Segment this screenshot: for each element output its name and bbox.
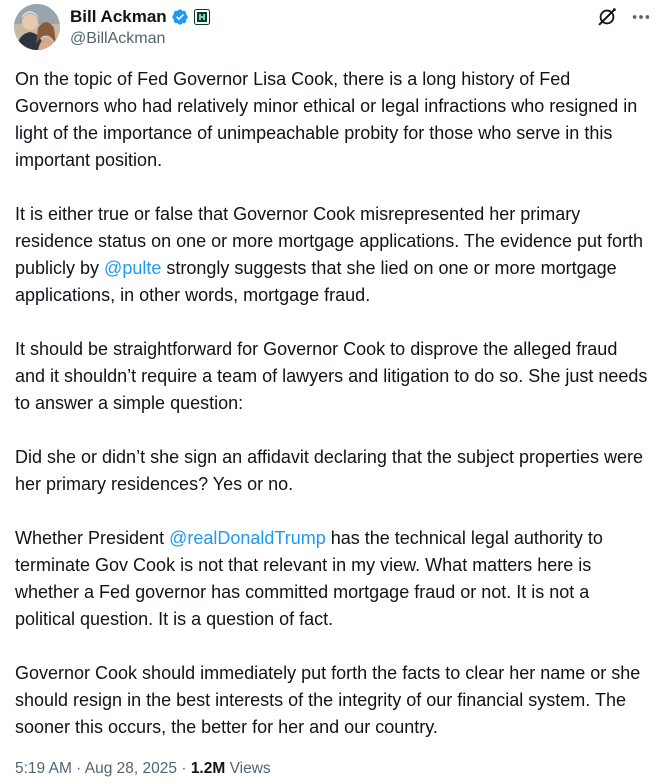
meta-separator-2: · — [177, 760, 191, 777]
tweet-paragraph-3 — [15, 336, 651, 417]
views-count[interactable]: 1.2M — [190, 760, 226, 777]
mention-link-pulte[interactable]: @pulte — [104, 258, 162, 278]
tweet-paragraph-2 — [15, 201, 651, 309]
mention-link-realdonaldtrump[interactable]: @realDonaldTrump — [169, 528, 326, 548]
views-label: Views — [225, 760, 271, 777]
tweet-paragraph-2-text-before: It is either true or false that Governor Cook misrepresented her primary residence status on one or more mortgage applications. The evidence put forth publicly by — [15, 204, 644, 278]
tweet-date[interactable]: Aug 28, 2025 — [84, 760, 178, 777]
tweet-paragraph-5-text-before: Whether President — [15, 528, 170, 548]
author-handle[interactable]: @BillAckman — [70, 30, 166, 47]
tweet-paragraph-4 — [15, 444, 651, 498]
tweet-time[interactable]: 5:19 AM — [15, 760, 72, 777]
meta-separator: · — [71, 760, 85, 777]
tweet-paragraph-5-text-after: has the technical legal authority to terminate Gov Cook is not that relevant in my view. What matters here is whether a Fed governor has committed mortgage fraud or not. It is not a political question. It is a question of fact. — [15, 528, 603, 629]
tweet-paragraph-6 — [15, 660, 651, 741]
tweet-text — [15, 66, 651, 741]
verified-badge-icon[interactable] — [171, 8, 189, 26]
tweet-paragraph-2-text-after: strongly suggests that she lied on one or more mortgage applications, in other words, mortgage fraud. — [15, 258, 617, 305]
tweet-paragraph-1 — [15, 66, 651, 174]
tweet-paragraph-5 — [15, 525, 651, 633]
tweet-paragraph-6-text: Governor Cook should immediately put forth the facts to clear her name or she should resign in the best interests of the integrity of our financial system. The sooner this occurs, the better for her and our country. — [15, 663, 641, 737]
affiliation-badge-icon[interactable] — [194, 9, 210, 25]
more-options-icon[interactable] — [630, 6, 652, 28]
author-name-row — [70, 6, 210, 28]
tweet-paragraph-4-text: Did she or didn’t she sign an affidavit declaring that the subject properties were her primary residences? Yes or no. — [15, 447, 644, 494]
tweet-meta — [15, 760, 271, 778]
tweet-paragraph-1-text: On the topic of Fed Governor Lisa Cook, there is a long history of Fed Governors who had relatively minor ethical or legal infractions who resigned in light of the importance of unimpeachable probity for those who serve in this important position. — [15, 69, 638, 170]
grok-icon[interactable] — [596, 6, 618, 28]
avatar[interactable] — [14, 4, 60, 50]
avatar-image — [14, 4, 60, 50]
tweet-header — [14, 4, 654, 52]
author-display-name[interactable]: Bill Ackman — [70, 7, 167, 26]
tweet-paragraph-3-text: It should be straightforward for Governor Cook to disprove the alleged fraud and it shouldn’t require a team of lawyers and litigation to do so. She just needs to answer a simple question: — [15, 339, 648, 413]
